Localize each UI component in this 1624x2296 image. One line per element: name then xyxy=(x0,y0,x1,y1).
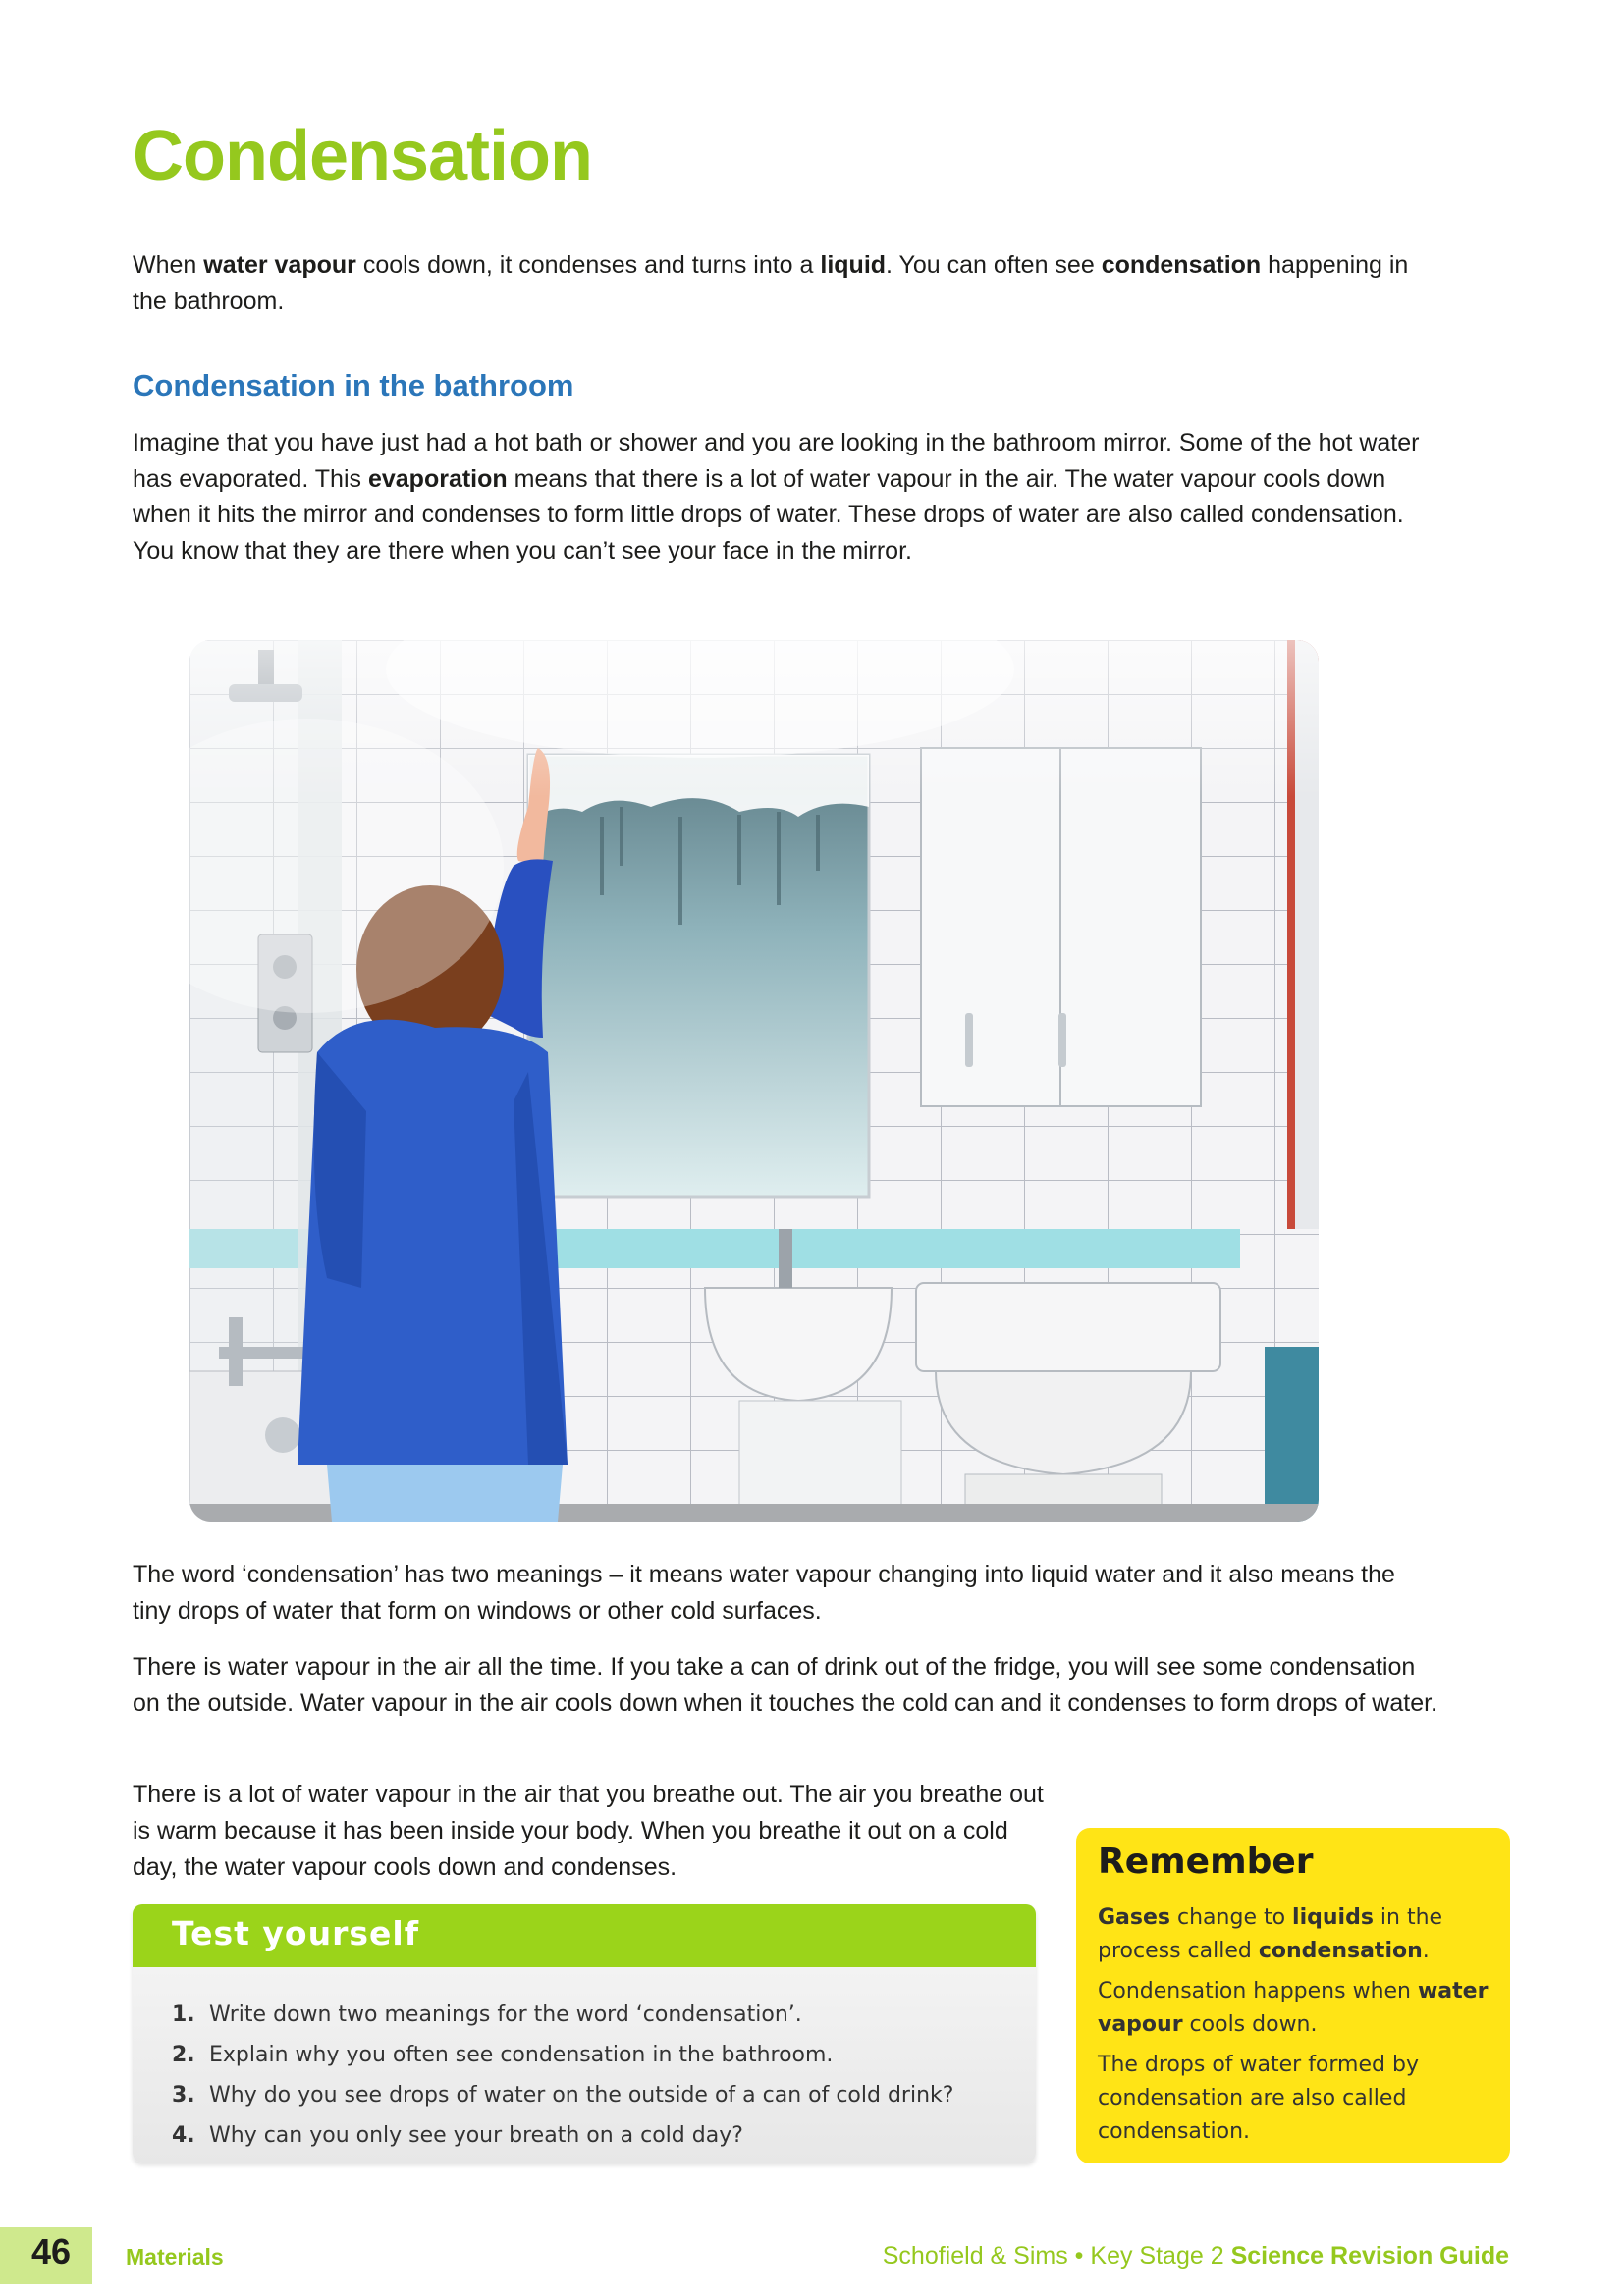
footer-section-name: Materials xyxy=(126,2244,224,2269)
remember-point-3: The drops of water formed by condensation are also called condensation. xyxy=(1098,2053,1419,2144)
breath-paragraph: There is a lot of water vapour in the air that you breathe out. The air you breathe out is warm because it has been inside your body. When you breathe it out on a cold day, the water vapour cools down and condenses. xyxy=(133,1781,1044,1881)
footer-book-info xyxy=(883,2242,1509,2270)
keyword-liquid: liquid xyxy=(820,251,887,279)
keyword-water-vapour: water vapour xyxy=(203,251,356,279)
keyword-evaporation: evaporation xyxy=(367,464,508,493)
meanings-paragraph: The word ‘condensation’ has two meanings – it means water vapour changing into liquid water and it also means the tiny drops of water that form on windows or other cold surfaces. xyxy=(133,1561,1395,1625)
intro-paragraph: When water vapour cools down, it condenses and turns into a liquid. You can often see condensation happening in the bathroom. xyxy=(133,251,1409,315)
page-number: 46 xyxy=(31,2231,72,2271)
can-paragraph: There is water vapour in the air all the time. If you take a can of drink out of the fridge, you will see some condensation on the outside. Water vapour in the air cools down when it touches the cold can and it condenses to form drops of water. xyxy=(133,1653,1438,1717)
remember-title: Remember xyxy=(1098,1842,1314,1882)
keyword-condensation: condensation xyxy=(1101,251,1262,279)
footer-publisher: Schofield & Sims xyxy=(882,2242,1068,2269)
question-3: 3. Why do you see drops of water on the outside of a can of cold drink? xyxy=(172,2083,954,2108)
bathroom-paragraph: Imagine that you have just had a hot bath or shower and you are looking in the bathroom mirror. Some of the hot water has evaporated. This evaporation means that there is a lot of water vapour in the air. The water vapour cools down when it hits the mirror and condenses to form little drops of water. These drops of water are also called condensation. You know that they are there when you can’t see your face in the mirror. xyxy=(133,429,1420,564)
test-yourself-header xyxy=(133,1904,1036,1967)
remember-box xyxy=(1076,1828,1510,2163)
question-list xyxy=(172,1995,953,2156)
footer-bullet: • xyxy=(1074,2242,1084,2269)
question-4: 4. Why can you only see your breath on a cold day? xyxy=(172,2123,743,2148)
remember-point-1: Gases change to liquids in the process called condensation. xyxy=(1098,1905,1443,1963)
footer-series: Key Stage 2 xyxy=(1090,2242,1224,2269)
remember-point-2: Condensation happens when water vapour cools down. xyxy=(1098,1979,1489,2037)
page-title: Condensation xyxy=(133,117,592,195)
section-heading: Condensation in the bathroom xyxy=(133,368,574,402)
footer-book-title: Science Revision Guide xyxy=(1230,2242,1509,2269)
test-yourself-title: Test yourself xyxy=(172,1914,420,1952)
test-yourself-box xyxy=(133,1904,1036,2163)
bathroom-illustration xyxy=(189,640,1319,1522)
question-2: 2. Explain why you often see condensation in the bathroom. xyxy=(172,2043,834,2067)
question-1: 1. Write down two meanings for the word ‘condensation’. xyxy=(172,2002,802,2027)
